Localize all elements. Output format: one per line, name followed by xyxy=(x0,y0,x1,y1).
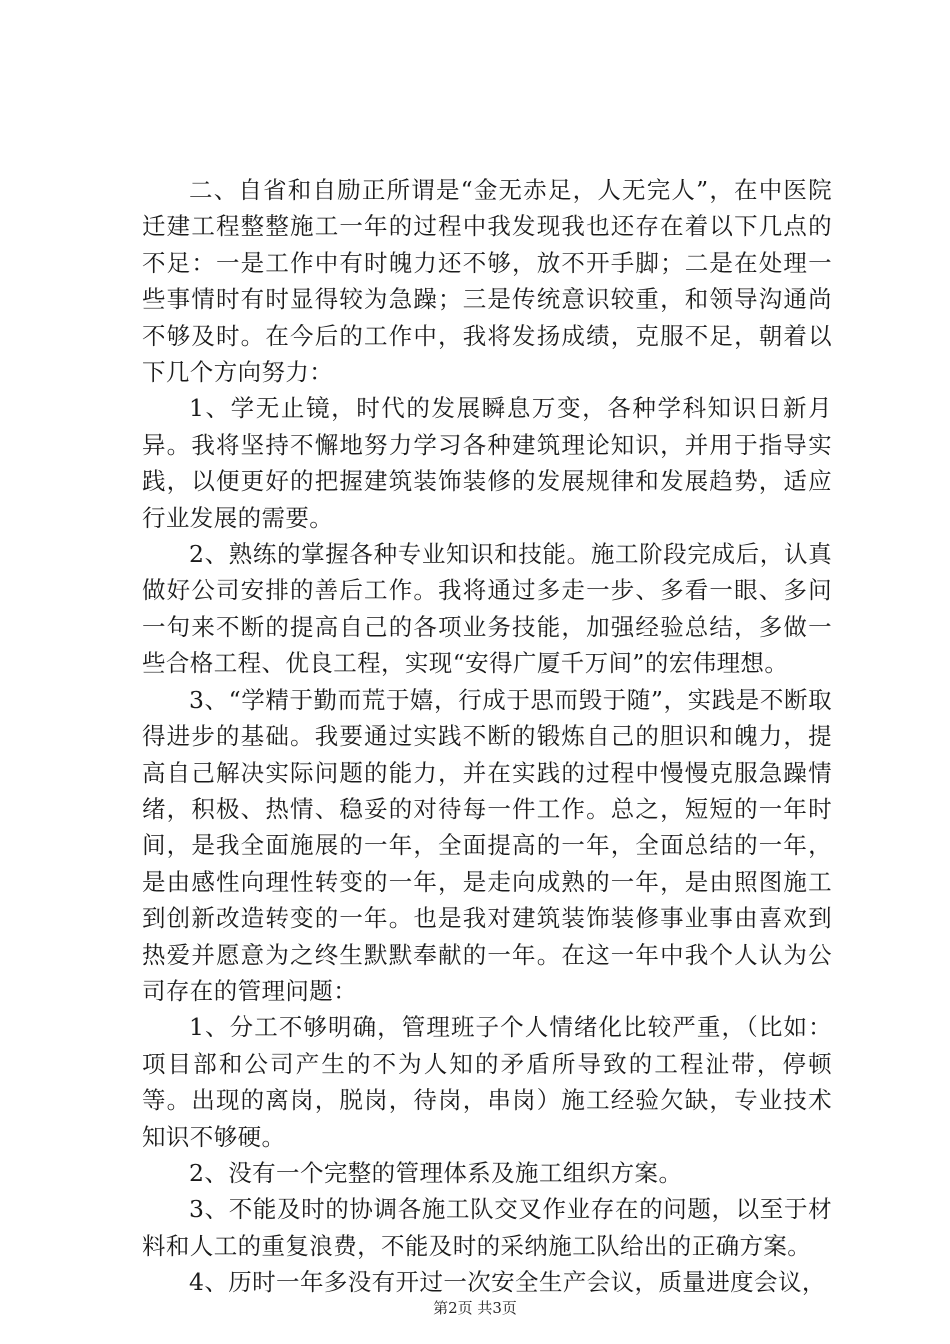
paragraph-goal-2: 2、熟练的掌握各种专业知识和技能。施工阶段完成后，认真做好公司安排的善后工作。我将通过多走一步、多看一眼、多问一句来不断的提高自己的各项业务技能，加强经验总结，多做一些合格工程、优良工程，实现“安得广厦千万间”的宏伟理想。 xyxy=(142,540,832,678)
paragraph-goal-1: 1、学无止镜，时代的发展瞬息万变，各种学科知识日新月异。我将坚持不懈地努力学习各种建筑理论知识，并用于指导实践，以便更好的把握建筑装饰装修的发展规律和发展趋势，适应行业发展的需要。 xyxy=(142,394,832,532)
page-number-footer: 第2页 共3页 xyxy=(433,1299,517,1317)
document-body xyxy=(142,172,832,1301)
paragraph-problem-3: 3、不能及时的协调各施工队交叉作业存在的问题，以至于材料和人工的重复浪费，不能及时的采纳施工队给出的正确方案。 xyxy=(142,1195,832,1260)
paragraph-goal-3: 3、“学精于勤而荒于嬉，行成于思而毁于随”，实践是不断取得进步的基础。我要通过实践不断的锻炼自己的胆识和魄力，提高自己解决实际问题的能力，并在实践的过程中慢慢克服急躁情绪，积极、热情、稳妥的对待每一件工作。总之，短短的一年时间，是我全面施展的一年，全面提高的一年，全面总结的一年，是由感性向理性转变的一年，是走向成熟的一年，是由照图施工到创新改造转变的一年。也是我对建筑装饰装修事业事由喜欢到热爱并愿意为之终生默默奉献的一年。在这一年中我个人认为公司存在的管理问题： xyxy=(142,685,832,1005)
paragraph-problem-1: 1、分工不够明确，管理班子个人情绪化比较严重，（比如：项目部和公司产生的不为人知的矛盾所导致的工程沚带，停顿等。出现的离岗，脱岗，待岗，串岗）施工经验欠缺，专业技术知识不够硬。 xyxy=(142,1013,832,1151)
paragraph-problem-2: 2、没有一个完整的管理体系及施工组织方案。 xyxy=(189,1158,683,1187)
paragraph-self-reflection: 二、自省和自励正所谓是“金无赤足，人无完人”，在中医院迁建工程整整施工一年的过程中我发现我也还存在着以下几点的不足：一是工作中有时魄力还不够，放不开手脚；二是在处理一些事情时有时显得较为急躁；三是传统意识较重，和领导沟通尚不够及时。在今后的工作中，我将发扬成绩，克服不足，朝着以下几个方向努力： xyxy=(142,176,832,387)
paragraph-problem-4: 4、历时一年多没有开过一次安全生产会议，质量进度会议， xyxy=(189,1268,826,1297)
